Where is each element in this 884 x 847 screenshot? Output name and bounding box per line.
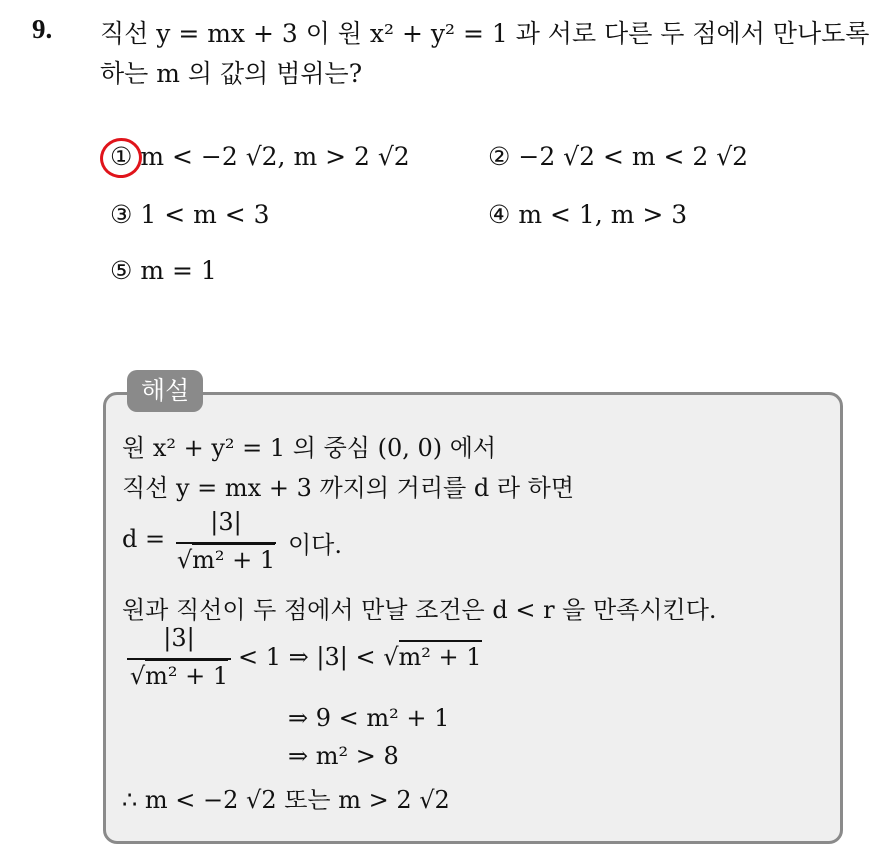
- radical-sign: √: [383, 643, 399, 671]
- choice-4[interactable]: [488, 200, 687, 229]
- inequality-numerator: |3|: [163, 624, 195, 652]
- distance-denominator: [176, 546, 276, 574]
- distance-numerator: |3|: [210, 508, 242, 536]
- solution-line2: 직선 y = mx + 3 까지의 거리를 d 라 하면: [122, 474, 575, 502]
- choice-5[interactable]: [110, 256, 217, 285]
- radical-body: m² + 1: [145, 659, 228, 690]
- question-text-line2: 하는 m 의 값의 범위는?: [100, 59, 363, 88]
- radical-sign: √: [129, 662, 146, 690]
- choice-4-mark: ④: [488, 200, 511, 229]
- radical-body: m² + 1: [399, 640, 482, 671]
- question-number: 9.: [32, 14, 53, 44]
- inequality-step2: ⇒ 9 < m² + 1: [288, 704, 450, 732]
- radical-body: m² + 1: [192, 543, 275, 574]
- choice-2[interactable]: [488, 142, 748, 171]
- solution-conclusion: ∴ m < −2 √2 또는 m > 2 √2: [122, 786, 450, 814]
- question-text-line1: 직선 y = mx + 3 이 원 x² + y² = 1 과 서로 다른 두 점에서 만나도록: [100, 19, 870, 48]
- inequality-step3: ⇒ m² > 8: [288, 742, 399, 770]
- inequality-denominator: [127, 662, 231, 690]
- solution-tag: 해설: [127, 370, 203, 412]
- choice-2-mark: ②: [488, 142, 511, 171]
- radical-sign: √: [176, 546, 193, 574]
- distance-lhs: d =: [122, 525, 166, 553]
- solution-line4: 원과 직선이 두 점에서 만날 조건은 d < r 을 만족시킨다.: [122, 596, 717, 624]
- choice-1-mark: ①: [110, 142, 133, 171]
- choice-5-text: m = 1: [140, 256, 217, 285]
- choice-3-text: 1 < m < 3: [140, 200, 270, 229]
- choice-5-mark: ⑤: [110, 256, 133, 285]
- inequality-step1-text: < 1 ⇒ |3| <: [238, 643, 376, 671]
- choice-1[interactable]: [110, 142, 410, 171]
- inequality-fraction: [127, 624, 231, 694]
- choice-3[interactable]: [110, 200, 270, 229]
- choice-3-mark: ③: [110, 200, 133, 229]
- solution-line1: 원 x² + y² = 1 의 중심 (0, 0) 에서: [122, 434, 497, 462]
- choice-2-text: −2 √2 < m < 2 √2: [518, 142, 749, 171]
- choice-1-text: m < −2 √2, m > 2 √2: [140, 142, 410, 171]
- distance-fraction: [176, 508, 276, 578]
- inequality-step1: [238, 643, 482, 671]
- distance-suffix: 이다.: [288, 531, 342, 559]
- choice-4-text: m < 1, m > 3: [518, 200, 688, 229]
